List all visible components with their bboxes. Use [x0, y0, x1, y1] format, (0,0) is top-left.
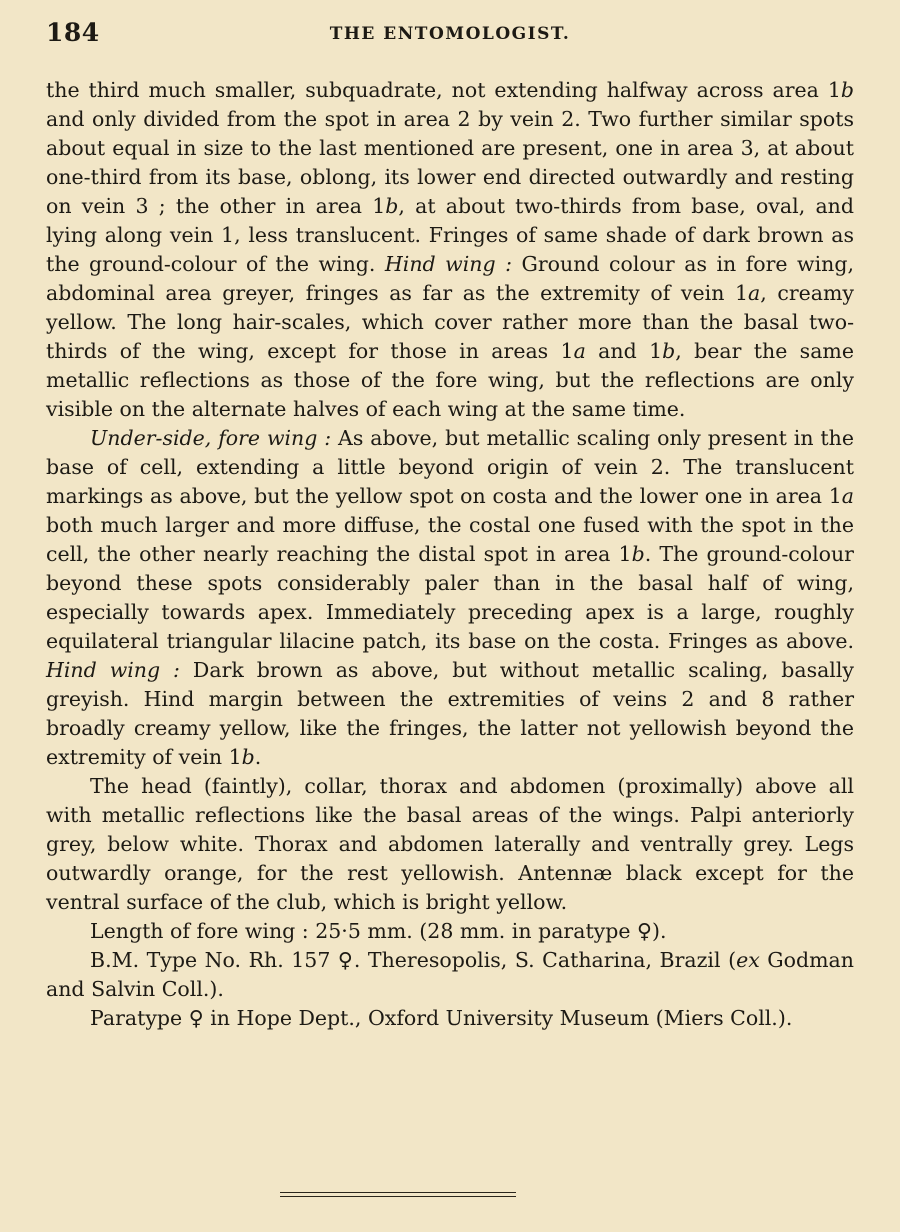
italic-run: b: [662, 339, 676, 363]
text-run: , creamy yellow. The long hair-scales, which cover rather more than the basal two-thirds of the wing, except for those in areas 1: [46, 281, 854, 363]
body-text: [46, 76, 854, 1033]
italic-run: Hind wing :: [384, 252, 512, 276]
text-run: , at about two-thirds from base, oval, and lying along vein 1, less translucent. Fringes of same shade of dark brown as the ground-colour of the wing.: [46, 194, 854, 276]
italic-run: a: [748, 281, 761, 305]
italic-run: a: [841, 484, 854, 508]
paragraph-4: [46, 917, 854, 946]
end-rule-bottom: [280, 1196, 516, 1197]
text-run: .: [254, 745, 262, 769]
italic-run: b: [241, 745, 255, 769]
paragraph-3: [46, 772, 854, 917]
italic-run: b: [631, 542, 645, 566]
paragraph-1: [46, 76, 854, 424]
page-number: 184: [46, 18, 100, 47]
paragraph-5: [46, 946, 854, 1004]
text-run: both much larger and more diffuse, the costal one fused with the spot in the cell, the other nearly reaching the distal spot in area 1: [46, 513, 854, 566]
journal-title: THE ENTOMOLOGIST.: [329, 24, 571, 44]
italic-run: a: [573, 339, 586, 363]
text-run: Dark brown as above, but without metallic scaling, basally greyish. Hind margin between the extremities of veins 2 and 8 rather broadly creamy yellow, like the fringes, the latter not yellowish beyond the extremity of vein 1: [46, 658, 854, 769]
italic-run: b: [385, 194, 399, 218]
text-run: . The ground-colour beyond these spots considerably paler than in the basal half of wing, especially towards apex. Immediately preceding apex is a large, roughly equilateral triangular lilacine patch, its base on the costa. Fringes as above.: [46, 542, 854, 653]
text-run: The head (faintly), collar, thorax and abdomen (proximally) above all with metallic reflections like the basal areas of the wings. Palpi anteriorly grey, below white. Thorax and abdomen laterally and ventrally grey. Legs outwardly orange, for the rest yellowish. Antennæ black except for the ventral surface of the club, which is bright yellow.: [46, 774, 854, 914]
text-run: Paratype ♀ in Hope Dept., Oxford University Museum (Miers Coll.).: [90, 1006, 793, 1030]
italic-run: ex: [736, 948, 760, 972]
italic-run: Hind wing :: [46, 658, 180, 682]
text-run: As above, but metallic scaling only present in the base of cell, extending a little beyond origin of vein 2. The translucent markings as above, but the yellow spot on costa and the lower one in area 1: [46, 426, 854, 508]
text-run: , bear the same metallic reflections as those of the fore wing, but the reflections are only visible on the alternate halves of each wing at the same time.: [46, 339, 854, 421]
italic-run: Under-side, fore wing :: [90, 426, 332, 450]
paragraph-6: [46, 1004, 854, 1033]
end-rule-top: [280, 1192, 516, 1193]
text-run: and only divided from the spot in area 2 by vein 2. Two further similar spots about equal in size to the last mentioned are present, one in area 3, at about one-third from its base, oblong, its lower end directed outwardly and resting on vein 3 ; the other in area 1: [46, 107, 854, 218]
italic-run: b: [840, 78, 854, 102]
paragraph-2: [46, 424, 854, 772]
text-run: the third much smaller, subquadrate, not extending halfway across area 1: [46, 78, 841, 102]
running-head: [46, 18, 854, 52]
text-run: and 1: [585, 339, 663, 363]
text-run: Godman and Salvin Coll.).: [46, 948, 854, 1001]
journal-page: [46, 18, 854, 1033]
text-run: Ground colour as in fore wing, abdominal area greyer, fringes as far as the extremity of vein 1: [46, 252, 854, 305]
text-run: Length of fore wing : 25·5 mm. (28 mm. in paratype ♀).: [90, 919, 667, 943]
text-run: B.M. Type No. Rh. 157 ♀. Theresopolis, S. Catharina, Brazil (: [90, 948, 737, 972]
